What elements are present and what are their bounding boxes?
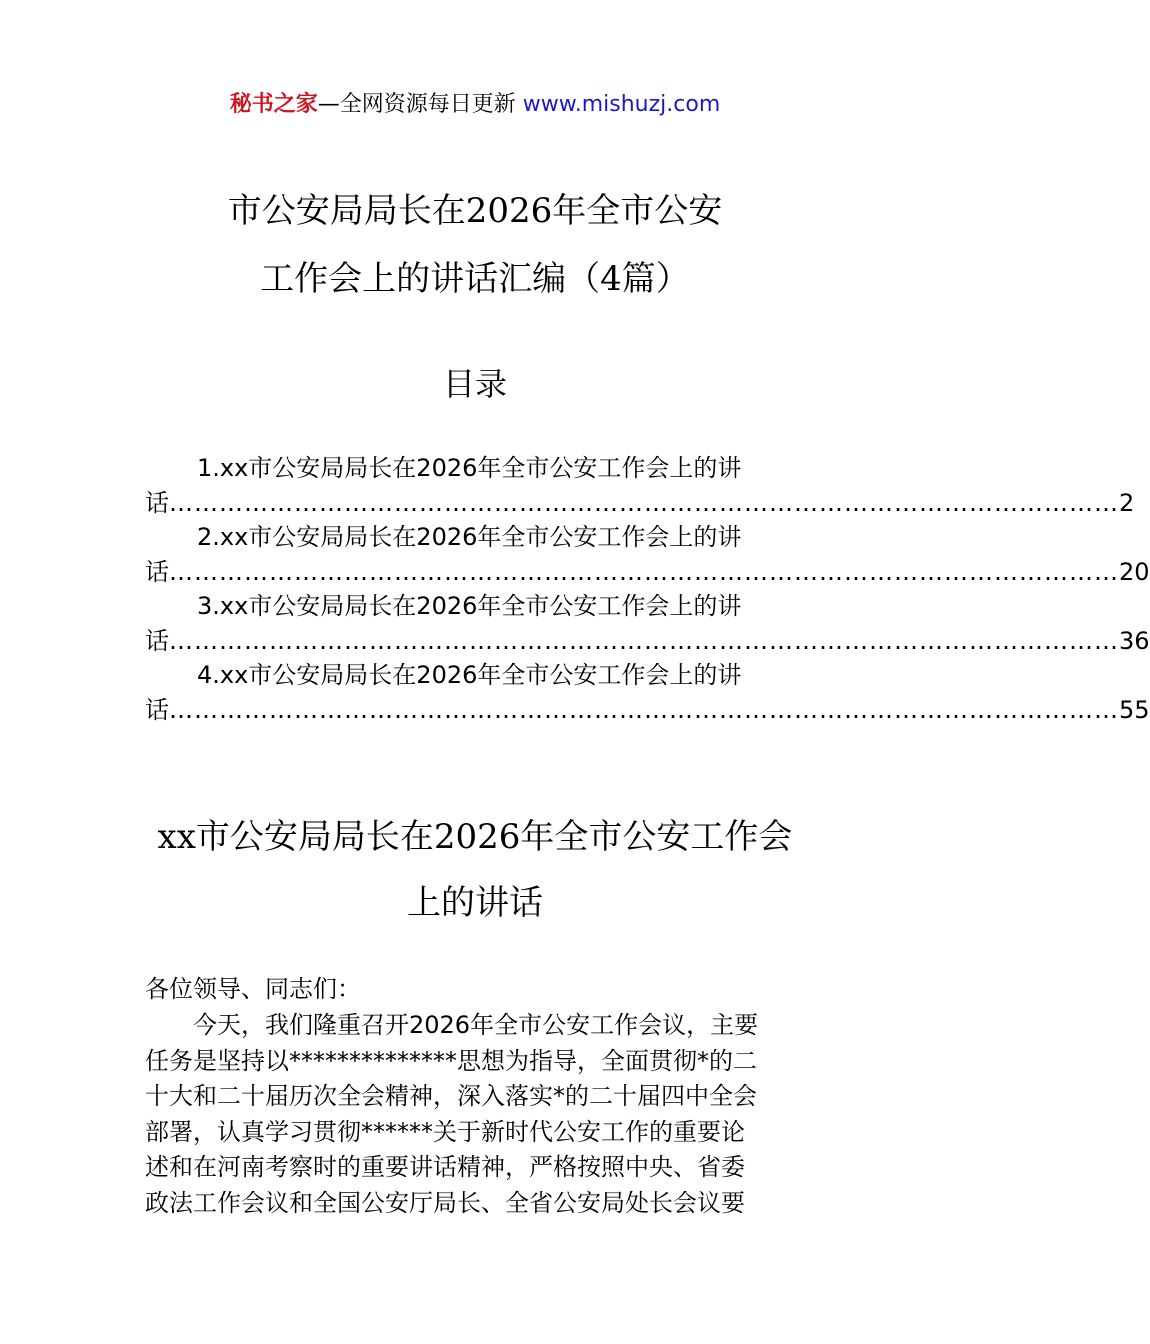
toc-entry-3[interactable] bbox=[145, 589, 1150, 658]
toc-entry-text: 4.xx市公安局局长在2026年全市公安工作会上的讲 bbox=[197, 661, 742, 689]
site-link[interactable]: www.mishuzj.com bbox=[522, 92, 721, 117]
section-title-line-2: 上的讲话 bbox=[407, 883, 543, 923]
toc-entry-text: 3.xx市公安局局长在2026年全市公安工作会上的讲 bbox=[197, 592, 742, 620]
section-title-line-1: xx市公安局局长在2026年全市公安工作会 bbox=[157, 817, 793, 857]
document-title-line-1: 市公安局局长在2026年全市公安 bbox=[227, 191, 723, 231]
toc-entry-end: 话 bbox=[145, 626, 169, 655]
toc-heading: 目录 bbox=[442, 365, 507, 403]
toc-entry-2[interactable] bbox=[145, 520, 1150, 589]
toc-leader-dots: …………………………………………………………………………………………………… bbox=[169, 626, 1119, 655]
body-line: 政法工作会议和全国公安厅局长、全省公安局处长会议要 bbox=[145, 1188, 745, 1217]
toc-entry-end: 话 bbox=[145, 557, 169, 586]
toc-page-number: 36 bbox=[1119, 626, 1150, 655]
body-line: 述和在河南考察时的重要讲话精神，严格按照中央、省委 bbox=[145, 1153, 745, 1181]
body-line: 任务是坚持以**************思想为指导，全面贯彻*的二 bbox=[145, 1046, 757, 1075]
toc-leader-dots: …………………………………………………………………………………………………… bbox=[169, 695, 1119, 724]
toc-page-number: 20 bbox=[1119, 557, 1150, 586]
body-line: 部署，认真学习贯彻******关于新时代公安工作的重要论 bbox=[145, 1117, 745, 1146]
brand-name: 秘书之家 bbox=[229, 92, 318, 117]
toc-entry-end: 话 bbox=[145, 488, 169, 517]
toc-entry-text: 1.xx市公安局局长在2026年全市公安工作会上的讲 bbox=[197, 454, 742, 482]
salutation: 各位领导、同志们： bbox=[145, 975, 361, 1003]
speech-body bbox=[145, 1008, 810, 1221]
toc-leader-dots: …………………………………………………………………………………………………… bbox=[169, 488, 1119, 517]
toc-entry-4[interactable] bbox=[145, 658, 1150, 727]
toc-leader-dots: …………………………………………………………………………………………………… bbox=[169, 557, 1119, 586]
toc-entry-1[interactable] bbox=[145, 451, 1135, 520]
body-line: 十大和二十届历次全会精神，深入落实*的二十届四中全会 bbox=[145, 1082, 757, 1110]
toc-page-number: 55 bbox=[1119, 695, 1150, 724]
site-header bbox=[0, 88, 950, 122]
header-tagline: —全网资源每日更新 bbox=[317, 92, 523, 117]
document-title-line-2: 工作会上的讲话汇编（4篇） bbox=[260, 259, 690, 299]
toc-page-number: 2 bbox=[1119, 488, 1135, 517]
toc-entry-end: 话 bbox=[145, 695, 169, 724]
toc-entry-text: 2.xx市公安局局长在2026年全市公安工作会上的讲 bbox=[197, 523, 742, 551]
body-line: 今天，我们隆重召开2026年全市公安工作会议，主要 bbox=[193, 1011, 759, 1039]
table-of-contents bbox=[145, 451, 1150, 727]
